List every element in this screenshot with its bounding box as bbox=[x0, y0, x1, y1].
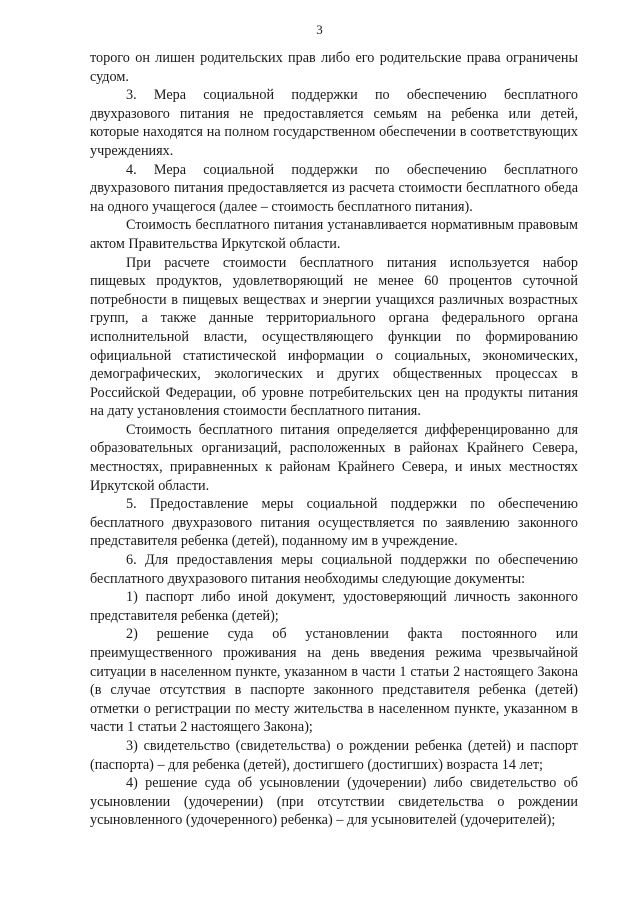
paragraph-item-5: 5. Предоставление меры социальной поддержки по обеспечению бесплатного двухразового питания осуществляется по заявлению законного представителя ребенка (детей), поданному им в учреждение. bbox=[90, 496, 578, 550]
paragraph-continuation: торого он лишен родительских прав либо его родительские права ограничены судом. bbox=[90, 50, 578, 85]
list-item-1: 1) паспорт либо иной документ, удостоверяющий личность законного представителя ребенка (детей); bbox=[90, 589, 578, 624]
list-item-3: 3) свидетельство (свидетельства) о рождении ребенка (детей) и паспорт (паспорта) – для ребенка (детей), достигшего (достигших) возраста 14 лет; bbox=[90, 737, 578, 773]
list-item-4: 4) решение суда об усыновлении (удочерении) либо свидетельство об усыновлении (удочерении) (при отсутствии свидетельства о рождении усыновленного (удочеренного) ребенка) – для усыновителей (удочерителей); bbox=[90, 775, 578, 829]
document-body bbox=[90, 49, 578, 830]
paragraph-cost-differentiation: Стоимость бесплатного питания определяется дифференцированно для образовательных организаций, расположенных в районах Крайнего Севера, местностях, приравненных к районам Крайнего Севера, и иных местностях Иркутской области. bbox=[90, 421, 578, 494]
paragraph-item-3: 3. Мера социальной поддержки по обеспечению бесплатного двухразового питания не предоставляется семьям на ребенка или детей, которые находятся на полном государственном обеспечении в соответствующих учреждениях. bbox=[90, 87, 578, 159]
paragraph-item-6: 6. Для предоставления меры социальной поддержки по обеспечению бесплатного двухразового питания необходимы следующие документы: bbox=[90, 552, 578, 587]
list-item-2: 2) решение суда об установлении факта постоянного или преимущественного проживания на день введения режима чрезвычайной ситуации в населенном пункте, указанном в части 1 статьи 2 настоящего Закона (в случае отсутствия в паспорте законного представителя ребенка (детей) отметки о регистрации по месту жительства в населенном пункте, указанном в части 1 статьи 2 настоящего Закона); bbox=[90, 626, 578, 736]
page-number: 3 bbox=[316, 22, 323, 37]
paragraph-item-4: 4. Мера социальной поддержки по обеспечению бесплатного двухразового питания предоставляется из расчета стоимости бесплатного обеда на одного учащегося (далее – стоимость бесплатного питания). bbox=[90, 161, 578, 215]
paragraph-cost-regulation: Стоимость бесплатного питания устанавливается нормативным правовым актом Правительства Иркутской области. bbox=[90, 217, 578, 252]
paragraph-cost-calculation: При расчете стоимости бесплатного питания используется набор пищевых продуктов, удовлетворяющий не менее 60 процентов суточной потребности в пищевых веществах и энергии учащихся различных возрастных групп, а также данные территориального органа федерального органа исполнительной власти, осуществляющего функции по формированию официальной статистической информации о социальных, экономических, демографических, экологических и других общественных процессах в Российской Федерации, об уровне потребительских цен на продукты питания на дату установления стоимости бесплатного питания. bbox=[90, 254, 578, 420]
